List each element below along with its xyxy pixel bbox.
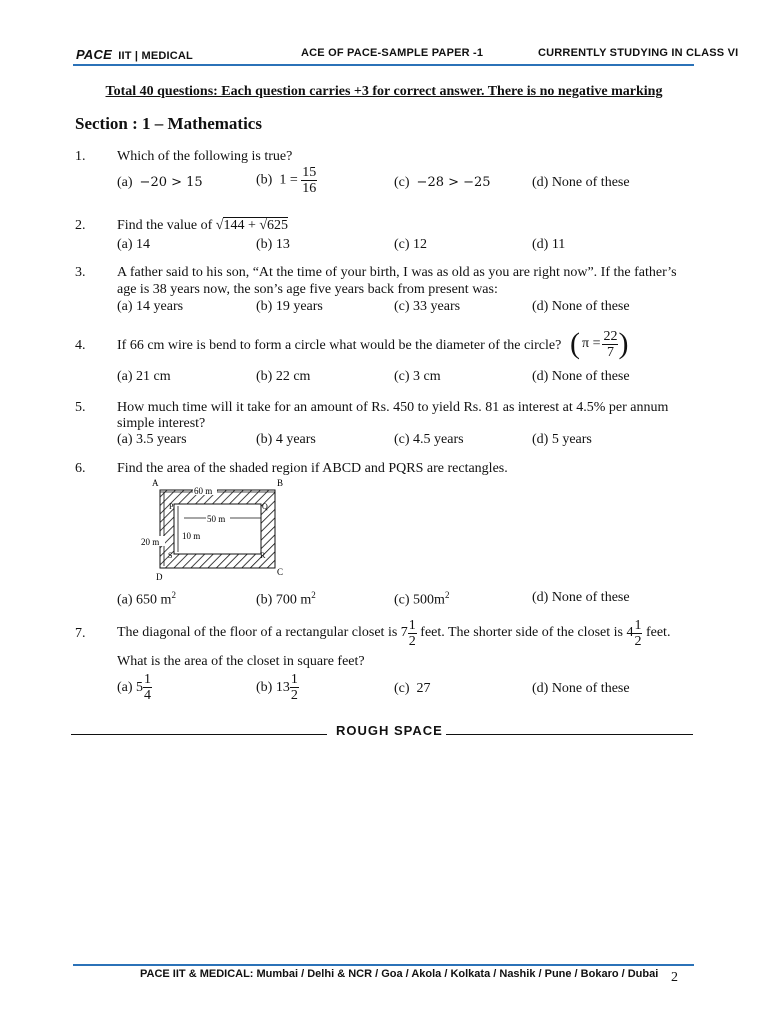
option-d: (d) None of these bbox=[532, 299, 630, 314]
square-root: √144 + √625 bbox=[215, 218, 289, 233]
option-b: (b) 19 years bbox=[256, 299, 323, 314]
header-brand bbox=[76, 47, 193, 62]
question-number: 3. bbox=[75, 265, 86, 280]
option-c: (c) 3 cm bbox=[394, 369, 441, 384]
question-number: 6. bbox=[75, 461, 86, 476]
label-c: C bbox=[277, 567, 284, 577]
option-d: (d) 5 years bbox=[532, 432, 592, 447]
footer-divider bbox=[73, 964, 694, 966]
instructions-title: Total 40 questions: Each question carries +3 for correct answer. There is no negative marking bbox=[105, 84, 663, 99]
option-a: (a) 5 $\frac{1}{4}$ bbox=[117, 672, 152, 703]
option-b: (b) 22 cm bbox=[256, 369, 311, 384]
question-text: Which of the following is true? bbox=[117, 149, 293, 164]
option-a: (a) 14 years bbox=[117, 299, 184, 314]
rough-space-rule-right bbox=[446, 734, 693, 735]
question-text-line-2: age is 38 years now, the son’s age five years back from present was: bbox=[117, 282, 498, 297]
label-r: R bbox=[260, 551, 266, 560]
option-d: (d) None of these bbox=[532, 590, 630, 605]
label-s: S bbox=[168, 551, 173, 560]
option-c: (c) 4.5 years bbox=[394, 432, 464, 447]
pi-value: ( π = $\frac{22}{7}$ ) bbox=[570, 327, 629, 360]
question-number: 7. bbox=[75, 626, 86, 641]
label-q: Q bbox=[262, 502, 268, 511]
option-d: (d) None of these bbox=[532, 681, 630, 696]
fraction: $\frac{1}{2}$ bbox=[634, 617, 642, 649]
rectangles-figure bbox=[138, 476, 298, 586]
fraction: $\frac{1}{2}$ bbox=[290, 672, 298, 703]
option-d: (d) 11 bbox=[532, 237, 566, 252]
question-number: 1. bbox=[75, 149, 86, 164]
option-c: (c) 12 bbox=[394, 237, 428, 252]
option-b: (b) 700 $m^2$ bbox=[256, 590, 316, 608]
label-b: B bbox=[277, 478, 284, 488]
page-number: 2 bbox=[671, 970, 678, 985]
fraction: $\frac{1}{2}$ bbox=[408, 617, 416, 649]
option-a: (a) 3.5 years bbox=[117, 432, 187, 447]
option-c: (c) 27 bbox=[394, 681, 431, 696]
question-number: 4. bbox=[75, 338, 86, 353]
option-c: (c) 33 years bbox=[394, 299, 461, 314]
question-text: Find the area of the shaded region if ABCD and PQRS are rectangles. bbox=[117, 461, 508, 476]
option-a: (a) 650 $m^2$ bbox=[117, 590, 176, 608]
label-d: D bbox=[156, 572, 163, 582]
label-a: A bbox=[152, 478, 159, 488]
question-text-line-1: A father said to his son, “At the time of your birth, I was as old as you are right now”. If the father’s bbox=[117, 265, 677, 280]
option-a: (a) 14 bbox=[117, 237, 151, 252]
option-b: (b) 13 $\frac{1}{2}$ bbox=[256, 672, 298, 703]
question-text-line-1: How much time will it take for an amount of Rs. 450 to yield Rs. 81 as interest at 4.5% per annum bbox=[117, 400, 669, 415]
footer-centres: PACE IIT & MEDICAL: Mumbai / Delhi & NCR / Goa / Akola / Kolkata / Nashik / Pune / Bokaro / Dubai bbox=[140, 968, 659, 980]
question-text-line-2: What is the area of the closet in square feet? bbox=[117, 654, 365, 669]
pace-logo: PACE bbox=[76, 47, 112, 62]
brand-text: IIT | MEDICAL bbox=[118, 50, 193, 62]
option-d: (d) None of these bbox=[532, 369, 630, 384]
class-info: CURRENTLY STUDYING IN CLASS VI bbox=[538, 47, 739, 59]
option-b: (b) 1 = $\frac{15}{16}$ bbox=[256, 165, 317, 196]
option-a: (a) −20 > 15 bbox=[117, 175, 203, 190]
question-text-line-2: simple interest? bbox=[117, 416, 206, 431]
dimension-50m: 50 m bbox=[207, 514, 226, 524]
option-b: (b) 4 years bbox=[256, 432, 316, 447]
header-divider bbox=[73, 64, 694, 66]
question-text: If 66 cm wire is bend to form a circle what would be the diameter of the circle? bbox=[117, 338, 562, 353]
option-c: (c) $500m^2$ bbox=[394, 590, 450, 608]
fraction: $\frac{1}{4}$ bbox=[144, 672, 152, 703]
question-text-line-1: The diagonal of the floor of a rectangular closet is 7 $\frac{1}{2}$ feet. The shorter side of the closet is 4 $\frac{1}{2}$ feet. bbox=[117, 617, 671, 649]
rough-space-rule-left bbox=[71, 734, 327, 735]
paper-title: ACE OF PACE-SAMPLE PAPER -1 bbox=[301, 47, 484, 59]
rough-space-label: ROUGH SPACE bbox=[336, 723, 443, 738]
dimension-60m: 60 m bbox=[194, 486, 213, 496]
option-c: (c) −28 > −25 bbox=[394, 175, 491, 190]
fraction: $\frac{15}{16}$ bbox=[302, 165, 317, 196]
dimension-10m: 10 m bbox=[182, 531, 201, 541]
label-p: P bbox=[169, 502, 174, 511]
fraction: $\frac{22}{7}$ bbox=[603, 328, 618, 360]
option-b: (b) 13 bbox=[256, 237, 290, 252]
section-heading: Section : 1 – Mathematics bbox=[75, 114, 262, 133]
question-number: 5. bbox=[75, 400, 86, 415]
option-d: (d) None of these bbox=[532, 175, 630, 190]
question-text: Find the value of √144 + √625 bbox=[117, 218, 289, 233]
dimension-20m: 20 m bbox=[141, 537, 160, 547]
option-a: (a) 21 cm bbox=[117, 369, 171, 384]
question-number: 2. bbox=[75, 218, 86, 233]
rectangle-pqrs bbox=[174, 504, 261, 554]
